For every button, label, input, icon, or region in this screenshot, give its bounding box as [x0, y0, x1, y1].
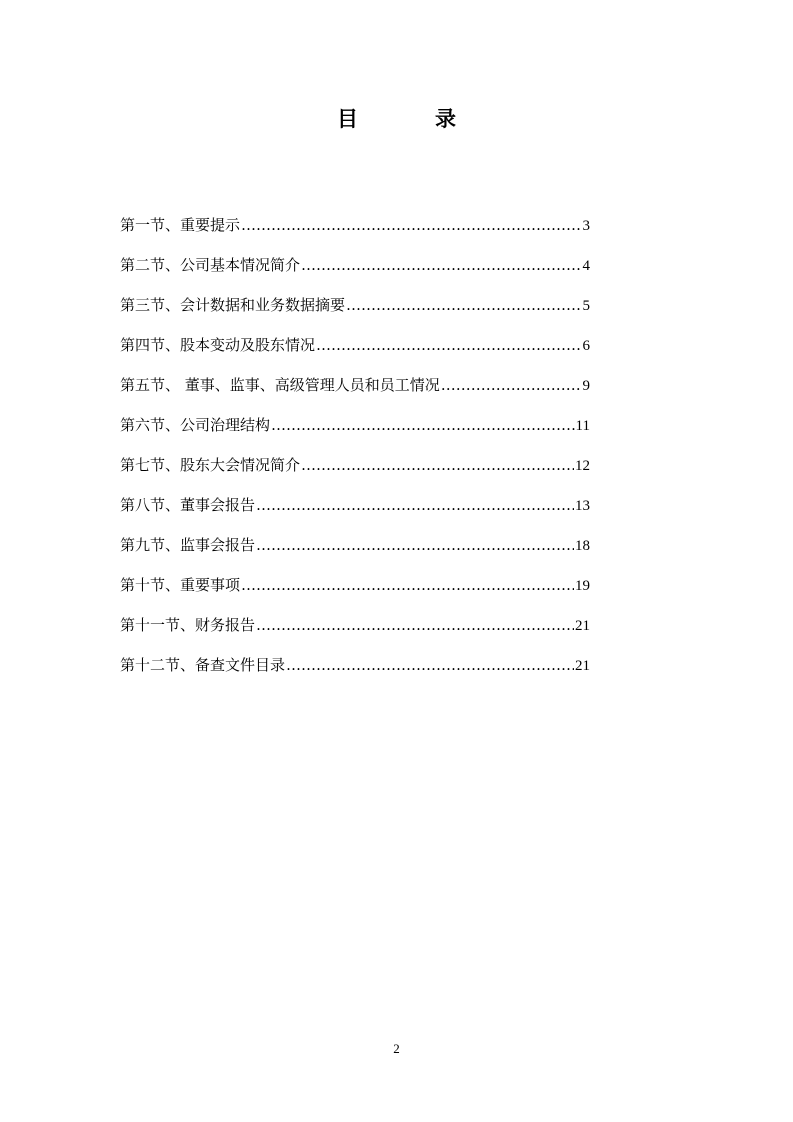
toc-entry-label: 第三节、会计数据和业务数据摘要 [120, 296, 346, 314]
toc-leader-dots [256, 616, 574, 634]
toc-entry-page: 18 [575, 538, 590, 554]
toc-entry-label: 第七节、股东大会情况简介 [120, 456, 301, 474]
toc-entry[interactable] [120, 254, 590, 294]
toc-entry-page: 5 [582, 298, 590, 314]
toc-entry-label: 第十节、重要事项 [120, 576, 241, 594]
toc-entry-page: 4 [582, 258, 590, 274]
toc-entry-label: 第九节、监事会报告 [120, 536, 256, 554]
toc-entry-page: 11 [575, 418, 590, 434]
toc-leader-dots [256, 496, 574, 514]
toc-entry[interactable] [120, 294, 590, 334]
toc-leader-dots [301, 256, 581, 274]
toc-entry-label: 第八节、董事会报告 [120, 496, 256, 514]
toc-entry-page: 12 [575, 458, 590, 474]
toc-entry-page: 19 [575, 578, 590, 594]
toc-entry-page: 9 [582, 378, 590, 394]
toc-entry-label: 第一节、重要提示 [120, 216, 241, 234]
toc-entry-page: 13 [575, 498, 590, 514]
toc-leader-dots [286, 656, 574, 674]
toc-entry-label: 第十二节、备查文件目录 [120, 656, 286, 674]
toc-entry-page: 21 [575, 658, 590, 674]
toc-entry[interactable] [120, 494, 590, 534]
toc-leader-dots [241, 216, 581, 234]
toc-entry[interactable] [120, 534, 590, 574]
toc-entry-page: 6 [582, 338, 590, 354]
toc-entry-label: 第二节、公司基本情况简介 [120, 256, 301, 274]
toc-leader-dots [241, 576, 574, 594]
toc-entry[interactable] [120, 214, 590, 254]
toc-entry-label: 第六节、公司治理结构 [120, 416, 271, 434]
toc-leader-dots [301, 456, 574, 474]
toc-leader-dots [441, 376, 582, 394]
toc-leader-dots [271, 416, 575, 434]
toc-entry-label: 第五节、 董事、监事、高级管理人员和员工情况 [120, 376, 440, 394]
toc-entry-label: 第十一节、财务报告 [120, 616, 256, 634]
toc-entry-label: 第四节、股本变动及股东情况 [120, 336, 316, 354]
toc-leader-dots [316, 336, 581, 354]
toc-entry[interactable] [120, 334, 590, 374]
toc-entry[interactable] [120, 574, 590, 614]
toc-entry-page: 3 [582, 218, 590, 234]
toc-entry[interactable] [120, 654, 590, 694]
page-title: 目 录 [337, 107, 484, 131]
toc-entry[interactable] [120, 614, 590, 654]
toc-entry[interactable] [120, 454, 590, 494]
toc-leader-dots [256, 536, 574, 554]
toc-leader-dots [346, 296, 581, 314]
toc-entry-page: 21 [575, 618, 590, 634]
toc-entry[interactable] [120, 414, 590, 454]
toc-entry[interactable] [120, 374, 590, 414]
page-number: 2 [393, 1041, 400, 1056]
table-of-contents [120, 214, 590, 694]
